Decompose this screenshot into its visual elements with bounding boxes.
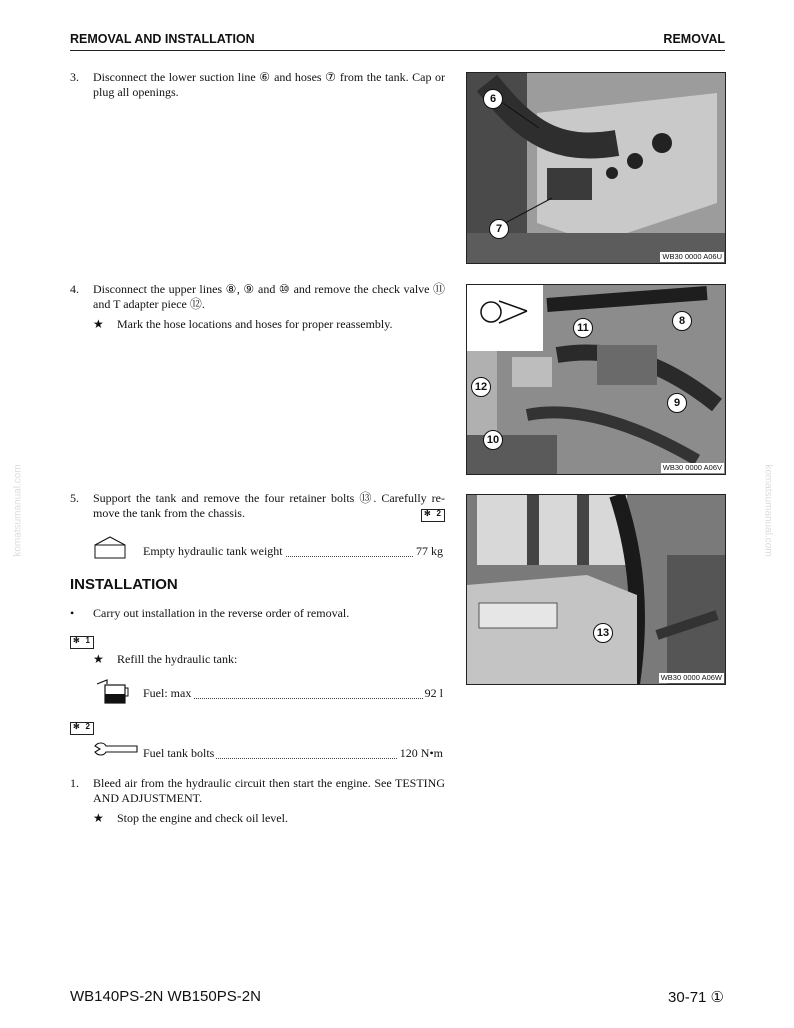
asterisk-icon: ✻ [73, 722, 80, 731]
asterisk-icon: ✻ [424, 509, 431, 518]
spec-value: 120 N•m [399, 746, 443, 760]
step-number: 3. [70, 70, 79, 84]
step-4 [70, 282, 445, 312]
header-section-title: REMOVAL AND INSTALLATION [70, 32, 255, 46]
oil-can-icon [93, 676, 129, 710]
spec-tank-weight [93, 536, 443, 562]
step-number: 5. [70, 491, 79, 505]
spec-fuel [93, 676, 443, 706]
installation-bullet [70, 606, 349, 621]
step-text: Support the tank and remove the four retainer bolts ⑬. Carefully re-move the tank from the chassis. [93, 491, 445, 520]
reference-number: 2 [85, 722, 90, 731]
footer-page-number: 30-71 ① [668, 989, 724, 1006]
note-mark-hoses [93, 317, 443, 332]
photo-upper-lines [466, 284, 726, 475]
callout-10: 10 [483, 430, 503, 450]
reference-number: 1 [85, 636, 90, 645]
watermark-left: komatsumanual.com [12, 464, 24, 557]
spec-value: 77 kg [416, 544, 443, 558]
callout-12: 12 [471, 377, 491, 397]
weight-icon [93, 536, 127, 564]
callout-7: 7 [489, 219, 509, 239]
step-number: 4. [70, 282, 79, 296]
spec-bolt-torque [93, 738, 443, 764]
callout-13: 13 [593, 623, 613, 643]
step-text: Disconnect the upper lines ⑧, ⑨ and ⑩ and remove the check valve ⑪ and T adapter piece ⑫. [93, 282, 445, 311]
callout-8: 8 [672, 311, 692, 331]
reference-number: 2 [436, 509, 441, 518]
photo-tank-bolts [466, 494, 726, 685]
step-text: Bleed air from the hydraulic circuit then start the engine. See TESTING AND ADJUSTMENT. [93, 776, 445, 805]
photo-suction-line [466, 72, 726, 264]
callout-9: 9 [667, 393, 687, 413]
callout-6: 6 [483, 89, 503, 109]
step-3 [70, 70, 445, 100]
installation-heading: INSTALLATION [70, 576, 178, 593]
step-text: Disconnect the lower suction line ⑥ and hoses ⑦ from the tank. Cap or plug all openings. [93, 70, 445, 99]
page-header [70, 30, 725, 51]
star-icon: ★ [93, 811, 104, 825]
note-text: Refill the hydraulic tank: [117, 652, 238, 666]
note-text: Stop the engine and check oil level. [117, 811, 288, 825]
reference-mark-2 [421, 509, 445, 522]
note-text: Mark the hose locations and hoses for proper reassembly. [117, 317, 393, 331]
step-5 [70, 491, 445, 521]
spec-label: Fuel tank bolts [143, 746, 215, 760]
reference-mark-2 [70, 722, 94, 735]
asterisk-icon: ✻ [73, 636, 80, 645]
step-number: 1. [70, 776, 79, 790]
footer-model: WB140PS-2N WB150PS-2N [70, 988, 261, 1005]
photo-code: WB30 0000 A06U [662, 252, 722, 261]
spec-label: Fuel: max [143, 686, 192, 700]
reference-mark-1 [70, 636, 94, 649]
star-icon: ★ [93, 317, 104, 331]
watermark-right: komatsumanual.com [762, 464, 774, 557]
photo-code: WB30 0000 A06V [662, 463, 722, 472]
photo-code: WB30 0000 A06W [660, 673, 722, 682]
note-stop-engine [93, 811, 443, 826]
wrench-icon [93, 738, 139, 766]
bullet-icon: • [70, 606, 75, 620]
header-subsection-title: REMOVAL [663, 32, 725, 46]
spec-label: Empty hydraulic tank weight [143, 544, 283, 558]
callout-11: 11 [573, 318, 593, 338]
spec-value: 92 l [424, 686, 443, 700]
note-refill [93, 652, 443, 667]
bullet-text: Carry out installation in the reverse order of removal. [93, 606, 350, 620]
installation-step-1 [70, 776, 445, 806]
photo-tank-bolts-image [467, 495, 725, 684]
star-icon: ★ [93, 652, 104, 666]
